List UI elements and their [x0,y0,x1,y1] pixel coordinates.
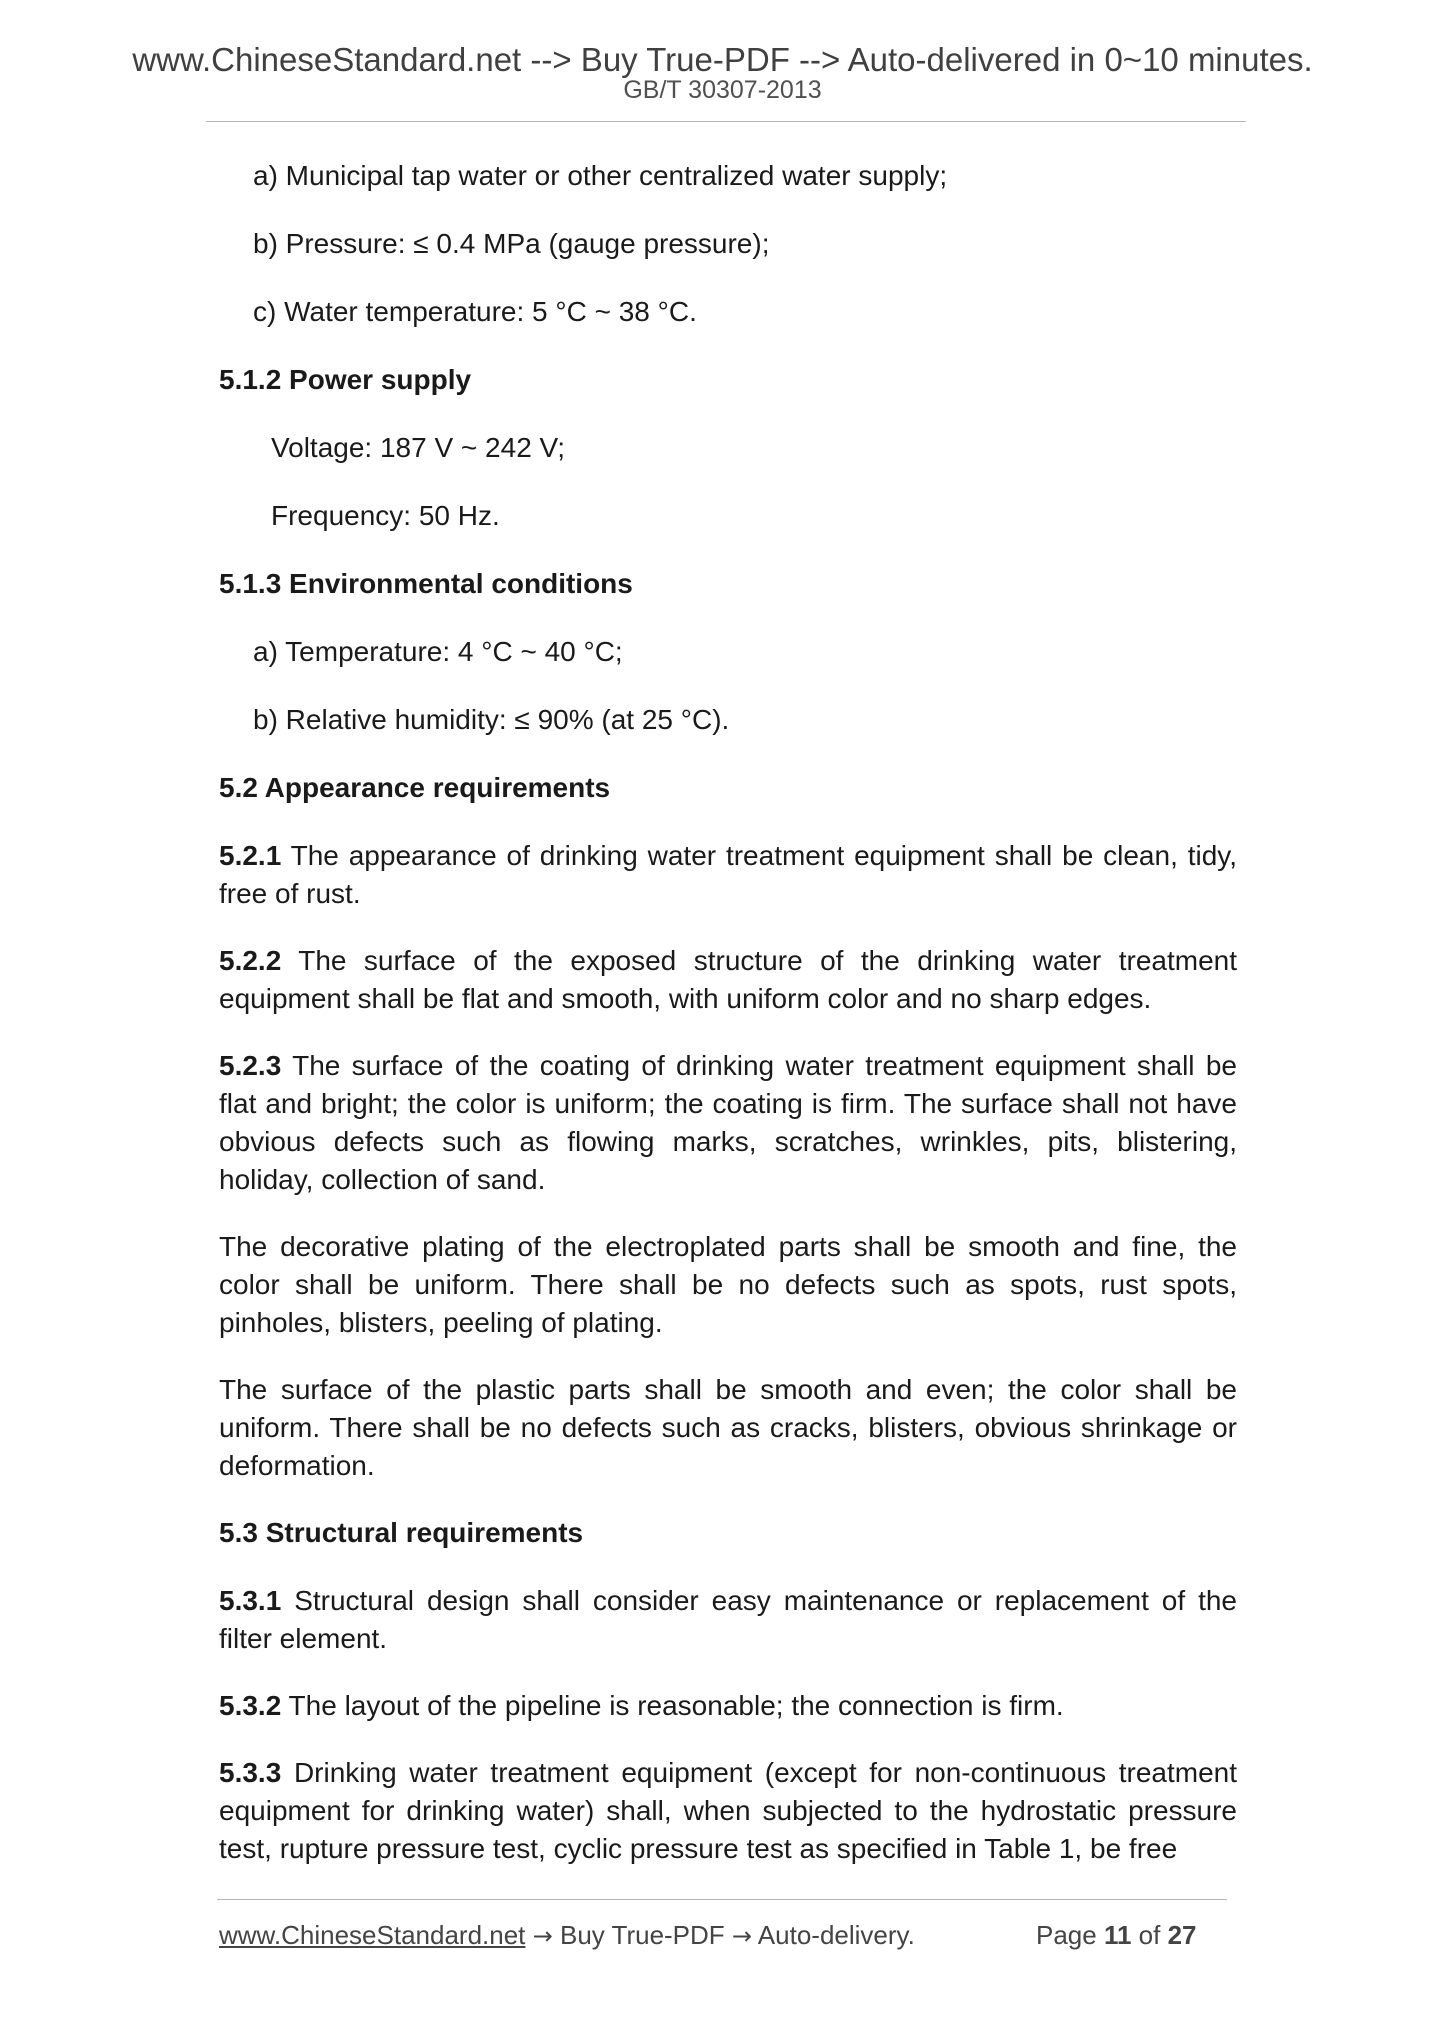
page-indicator [1036,1918,1197,1952]
clause-text: Drinking water treatment equipment (except for non-continuous treatment equipment for drinking water) shall, when subjected to the hydrostatic pressure test, rupture pressure test, cyclic pressure test as specified in Table 1, be free [219,1757,1237,1864]
of-label: of [1131,1920,1168,1950]
auto-delivery-text: Auto-delivery. [752,1920,915,1950]
footer-links [219,1918,915,1953]
clause-text: The surface of the exposed structure of the drinking water treatment equipment shall be flat and smooth, with uniform color and no sharp edges. [219,945,1237,1014]
site-link[interactable]: www.ChineseStandard.net [219,1920,526,1950]
section-heading-5-1-3: 5.1.3 Environmental conditions [219,568,633,599]
clause-5-2-2 [219,942,1237,1018]
clause-text: The appearance of drinking water treatment equipment shall be clean, tidy, free of rust. [219,840,1237,909]
plastic-paragraph: The surface of the plastic parts shall be smooth and even; the color shall be uniform. There shall be no defects such as cracks, blisters, obvious shrinkage or deformation. [219,1374,1237,1481]
list-item: b) Pressure: ≤ 0.4 MPa (gauge pressure); [253,228,770,259]
list-item: a) Temperature: 4 °C ~ 40 °C; [253,636,623,667]
page-number: 11 [1103,1920,1132,1950]
clause-number: 5.2.2 [219,945,282,976]
buy-text: Buy True-PDF [552,1920,732,1950]
clause-5-2-1 [219,837,1237,913]
document-number: GB/T 30307-2013 [623,76,822,104]
section-heading-5-3: 5.3 Structural requirements [219,1517,584,1548]
page-label: Page [1036,1920,1104,1950]
header-banner: www.ChineseStandard.net --> Buy True-PDF --> Auto-delivered in 0~10 minutes. [132,41,1313,78]
clause-text: Structural design shall consider easy maintenance or replacement of the filter element. [219,1585,1237,1654]
header-divider [206,121,1246,122]
list-item: c) Water temperature: 5 °C ~ 38 °C. [253,296,697,327]
clause-number: 5.2.1 [219,840,282,871]
section-heading-5-2: 5.2 Appearance requirements [219,772,611,803]
clause-5-3-2 [219,1687,1237,1725]
clause-text: The surface of the coating of drinking water treatment equipment shall be flat and bright; the color is uniform; the coating is firm. The surface shall not have obvious defects such as flowing marks, scratches, wrinkles, pits, blistering, holiday, collection of sand. [219,1050,1237,1195]
list-item: Frequency: 50 Hz. [271,500,500,531]
clause-5-3-1 [219,1582,1237,1658]
clause-5-2-3 [219,1047,1237,1199]
clause-number: 5.3.2 [219,1690,282,1721]
clause-number: 5.2.3 [219,1050,282,1081]
clause-number: 5.3.3 [219,1757,282,1788]
clause-text: The layout of the pipeline is reasonable; the connection is firm. [281,1690,1064,1721]
page-total: 27 [1167,1920,1197,1950]
list-item: b) Relative humidity: ≤ 90% (at 25 °C). [253,704,730,735]
arrow-right-icon: → [731,1922,753,1950]
page-body [219,157,1237,1897]
list-item: a) Municipal tap water or other centralized water supply; [253,160,948,191]
clause-5-3-3 [219,1754,1237,1868]
list-item: Voltage: 187 V ~ 242 V; [271,432,565,463]
section-heading-5-1-2: 5.1.2 Power supply [219,364,472,395]
plating-paragraph: The decorative plating of the electroplated parts shall be smooth and fine, the color shall be uniform. There shall be no defects such as spots, rust spots, pinholes, blisters, peeling of plating. [219,1231,1237,1338]
clause-number: 5.3.1 [219,1585,282,1616]
footer-divider [217,1899,1227,1900]
arrow-right-icon: → [532,1922,553,1950]
